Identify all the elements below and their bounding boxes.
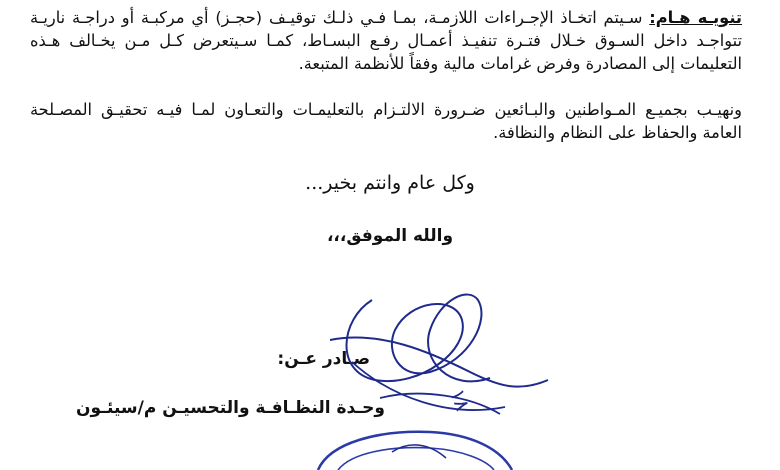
signature-marks: ١٨ xyxy=(445,385,476,414)
closing-line: والله الموفق،،، xyxy=(326,226,454,246)
notice-body: سـيتم اتخـاذ الإجـراءات اللازمـة، بمـا فـي ذلـك توقيـف (حجـز) أي مركبـة أو دراجـة ناريـة تتواجـد داخل السـوق خـلال فتـرة تنفيـذ أعمـال رفـع البسـاط، كمـا سـيتعرض كـل مـن يخـالف هـذه التعليمات إلى المصادرة وفرض غرامات مالية وفقاً للأنظمة المتبعة. xyxy=(30,8,742,73)
appeal-paragraph: ونهيـب بجميـع المـواطنين والبـائعين ضـرورة الالتـزام بالتعليمـات والتعـاون لمـا فيـه تحقيـق المصـلحة العامة والحفاظ على النظام والنظافة. xyxy=(30,100,742,142)
notice-paragraph xyxy=(30,6,742,75)
notice-label: تنويـه هـام: xyxy=(649,8,743,27)
greeting-line: وكل عام وانتم بخير... xyxy=(305,172,475,194)
issued-by-label: صـادر عـن: xyxy=(277,349,370,369)
issuing-unit: وحـدة النظـافـة والتحسيـن م/سيئـون xyxy=(76,398,385,418)
